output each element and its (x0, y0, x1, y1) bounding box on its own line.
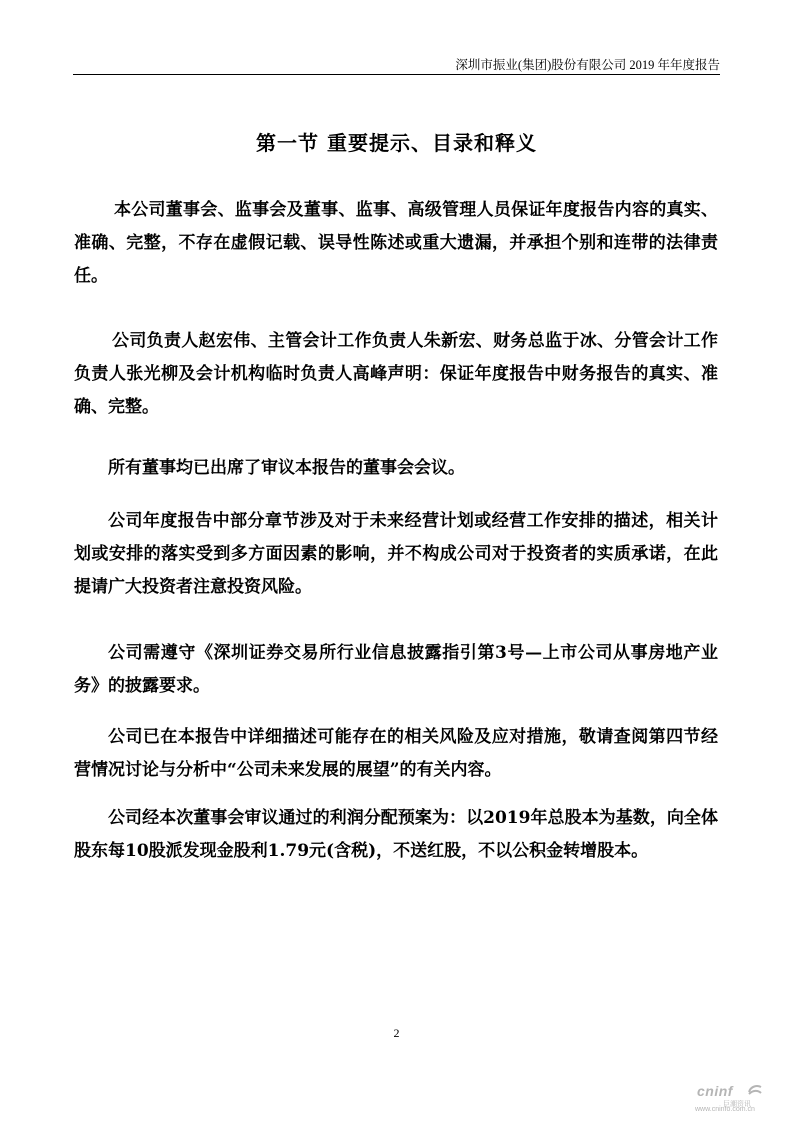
page-number: 2 (393, 1026, 400, 1040)
paragraph-directors-attendance: 所有董事均已出席了审议本报告的董事会会议。 (108, 458, 465, 478)
paragraph-responsible-persons-statement: 公司负责人赵宏伟、主管会计工作负责人朱新宏、财务总监于冰、分管会计工作负责人张光柳及会计机构临时负责人高峰声明：保证年度报告中财务报告的真实、准确、完整。 (74, 331, 718, 417)
cninfo-logo-icon (747, 1084, 763, 1096)
header-divider (73, 74, 720, 75)
paragraph-disclosure-guideline: 公司需遵守《深圳证券交易所行业信息披露指引第3号—上市公司从事房地产业务》的披露要求。 (74, 643, 718, 696)
paragraph-forward-looking-risk: 公司年度报告中部分章节涉及对于未来经营计划或经营工作安排的描述，相关计划或安排的落实受到多方面因素的影响，并不构成公司对于投资者的实质承诺，在此提请广大投资者注意投资风险。 (74, 511, 718, 597)
section-title: 第一节 重要提示、目录和释义 (256, 131, 537, 155)
cninfo-watermark (689, 1083, 769, 1113)
paragraph-profit-distribution: 公司经本次董事会审议通过的利润分配预案为：以2019年总股本为基数，向全体股东每10股派发现金股利1.79元(含税)，不送红股，不以公积金转增股本。 (74, 808, 718, 861)
watermark-sub-text: 巨潮资讯 (723, 1101, 751, 1108)
report-header-title: 深圳市振业(集团)股份有限公司 2019 年年度报告 (455, 58, 720, 72)
paragraph-risk-reference: 公司已在本报告中详细描述可能存在的相关风险及应对措施，敬请查阅第四节经营情况讨论与分析中“公司未来发展的展望”的有关内容。 (74, 727, 718, 780)
watermark-url: www.cninfo.com.cn (695, 1106, 755, 1113)
paragraph-board-guarantee: 本公司董事会、监事会及董事、监事、高级管理人员保证年度报告内容的真实、准确、完整，不存在虚假记载、误导性陈述或重大遗漏，并承担个别和连带的法律责任。 (74, 200, 718, 286)
watermark-logo-text: cninf (697, 1083, 733, 1099)
